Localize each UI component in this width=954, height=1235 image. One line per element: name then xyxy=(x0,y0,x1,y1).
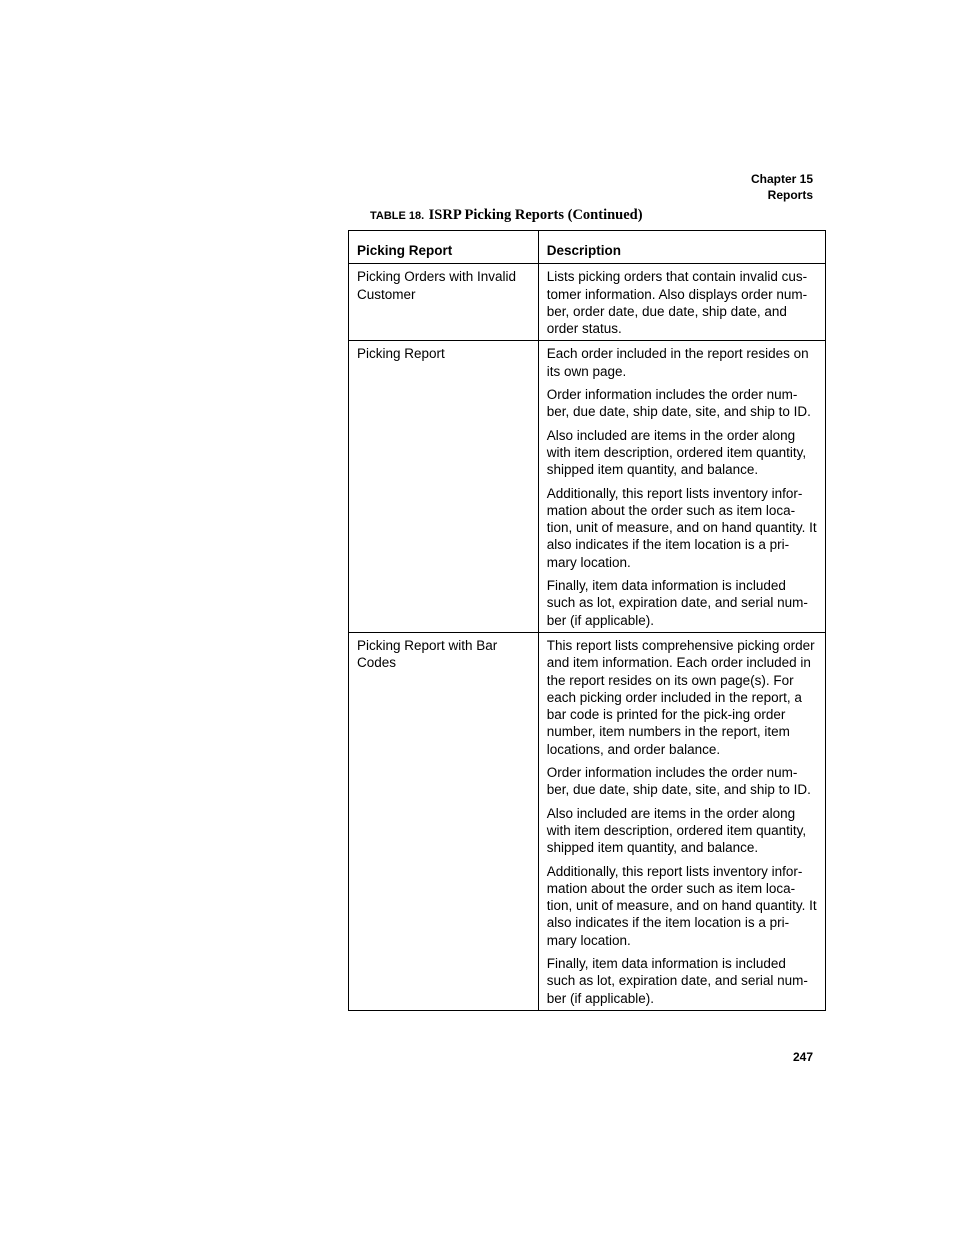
description-paragraph: This report lists comprehensive picking order and item information. Each order included in the report resides on its own page(s). For each picking order included in the report, a bar code is printed for the pick-ing order number, item numbers in the report, item locations, and order balance. xyxy=(546,637,815,757)
table-caption-label: TABLE 18. xyxy=(370,210,425,222)
section-label: Reports xyxy=(767,188,813,202)
description-paragraph: Finally, item data information is included such as lot, expiration date, and serial num-ber (if applicable). xyxy=(546,578,808,628)
description-paragraph: Each order included in the report resides on its own page. xyxy=(546,346,809,379)
report-description-cell xyxy=(538,632,825,1010)
report-name-cell: Picking Report with Bar Codes xyxy=(349,632,539,1010)
table-caption-title: ISRP Picking Reports (Continued) xyxy=(428,207,643,223)
report-name-cell: Picking Report xyxy=(349,341,539,632)
description-paragraph: Also included are items in the order along with item description, ordered item quantity, shipped item quantity, and balance. xyxy=(546,427,807,478)
report-description-cell xyxy=(538,264,825,341)
table-row xyxy=(349,632,826,1010)
description-paragraph: Order information includes the order num-ber, due date, ship date, site, and ship to ID. xyxy=(546,765,811,798)
table-caption xyxy=(370,206,643,224)
picking-reports-table xyxy=(348,230,826,1011)
report-description-cell xyxy=(538,341,825,632)
description-paragraph: Order information includes the order num-ber, due date, ship date, site, and ship to ID. xyxy=(546,387,811,420)
description-paragraph: Lists picking orders that contain invalid cus-tomer information. Also displays order num-ber, order date, due date, ship date, and order status. xyxy=(546,269,808,337)
description-paragraph: Additionally, this report lists inventory infor-mation about the order such as item loca-tion, unit of measure, and on hand quantity. It also indicates if the item location is a pri-mary location. xyxy=(546,485,817,570)
description-paragraph: Also included are items in the order along with item description, ordered item quantity, shipped item quantity, and balance. xyxy=(546,805,807,856)
table-row xyxy=(349,341,826,632)
table-row xyxy=(349,264,826,341)
chapter-label: Chapter 15 xyxy=(750,172,813,186)
description-paragraph: Finally, item data information is included such as lot, expiration date, and serial num-ber (if applicable). xyxy=(546,955,808,1006)
column-header-description: Description xyxy=(538,231,825,264)
page-number: 247 xyxy=(792,1050,813,1064)
running-header xyxy=(751,171,813,203)
table-header-row xyxy=(349,231,826,264)
description-paragraph: Additionally, this report lists inventory infor-mation about the order such as item loca-tion, unit of measure, and on hand quantity. It also indicates if the item location is a pri-mary location. xyxy=(546,863,817,948)
column-header-picking-report: Picking Report xyxy=(349,231,539,264)
report-name-cell: Picking Orders with Invalid Customer xyxy=(349,264,539,341)
